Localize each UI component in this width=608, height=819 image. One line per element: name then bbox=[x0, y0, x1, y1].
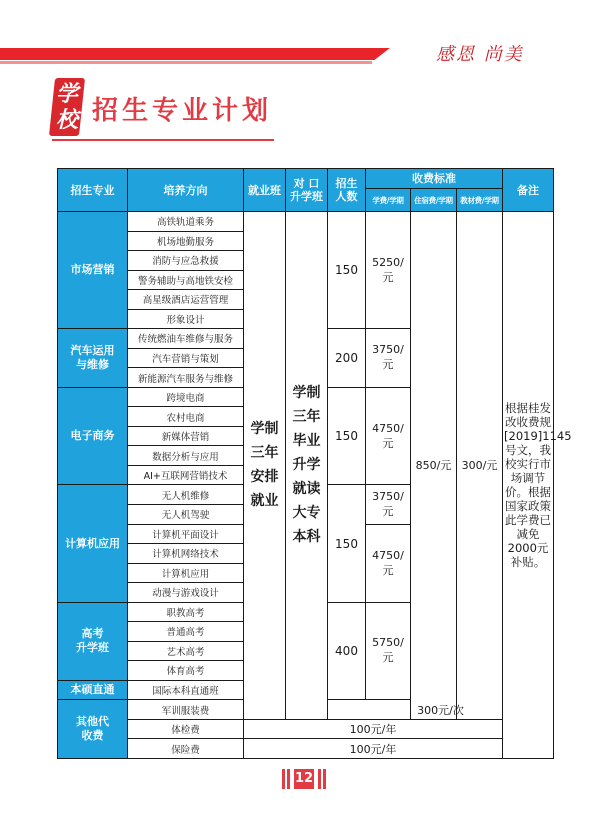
direction-cell: 高星级酒店运营管理 bbox=[128, 290, 244, 310]
other-fee-name: 军训服装费 bbox=[128, 700, 244, 720]
header-employment-class: 就业班 bbox=[244, 169, 286, 212]
direction-cell: 机场地勤服务 bbox=[128, 231, 244, 251]
tuition-cell: 4750/元 bbox=[366, 387, 411, 485]
page-number-bar bbox=[323, 769, 326, 789]
header-accommodation: 住宿费/学期 bbox=[411, 189, 457, 212]
tuition-cell: 3750/元 bbox=[366, 485, 411, 524]
tuition-cell: 3750/元 bbox=[366, 329, 411, 388]
badge-char-1: 学 bbox=[55, 81, 78, 107]
direction-cell: 无人机驾驶 bbox=[128, 504, 244, 524]
direction-cell: 计算机平面设计 bbox=[128, 524, 244, 544]
direction-cell: 数据分析与应用 bbox=[128, 446, 244, 466]
direction-cell: 汽车营销与策划 bbox=[128, 348, 244, 368]
direction-cell: 动漫与游戏设计 bbox=[128, 583, 244, 603]
major-cell: 市场营销 bbox=[58, 212, 128, 329]
enrollment-cell: 150 bbox=[328, 212, 366, 329]
enrollment-cell: 400 bbox=[328, 602, 366, 700]
page-title: 招生专业计划 bbox=[92, 96, 273, 126]
header-direction: 培养方向 bbox=[128, 169, 244, 212]
tuition-cell: 5250/元 bbox=[366, 212, 411, 329]
direction-cell: 消防与应急救援 bbox=[128, 251, 244, 271]
direction-cell: 计算机应用 bbox=[128, 563, 244, 583]
header-tuition: 学费/学期 bbox=[366, 189, 411, 212]
employment-class-cell: 学制 三年 安排 就业 bbox=[244, 212, 286, 720]
header-remarks: 备注 bbox=[503, 169, 554, 212]
enrollment-cell: 150 bbox=[328, 387, 366, 485]
major-cell: 本硕直通 bbox=[58, 680, 128, 700]
direction-cell: AI+互联网营销技术 bbox=[128, 465, 244, 485]
remarks-cell: 根据桂发改收费规[2019]1145号文，我校实行市场调节价。根据国家政策此学费已减免2000元补贴。 bbox=[503, 212, 554, 759]
other-fee-value: 100元/年 bbox=[244, 719, 503, 739]
header-promotion-class: 对 口 升学班 bbox=[286, 169, 328, 212]
title-underline bbox=[52, 139, 274, 141]
textbook-cell: 300/元 bbox=[457, 212, 503, 720]
major-cell: 电子商务 bbox=[58, 387, 128, 485]
page-number-box: 12 bbox=[294, 769, 314, 789]
enrollment-cell: 150 bbox=[328, 485, 366, 602]
direction-cell: 形象设计 bbox=[128, 309, 244, 329]
major-cell: 计算机应用 bbox=[58, 485, 128, 602]
slogan: 感恩 尚美 bbox=[436, 44, 524, 65]
other-fee-name: 保险费 bbox=[128, 739, 244, 759]
school-badge bbox=[52, 78, 82, 136]
direction-cell: 农村电商 bbox=[128, 407, 244, 427]
other-fees-label: 其他代 收费 bbox=[58, 700, 128, 759]
page-number-bar bbox=[282, 769, 285, 789]
direction-cell: 传统燃油车维修与服务 bbox=[128, 329, 244, 349]
direction-cell: 高铁轨道乘务 bbox=[128, 212, 244, 232]
direction-cell: 职教高考 bbox=[128, 602, 244, 622]
direction-cell: 无人机维修 bbox=[128, 485, 244, 505]
direction-cell: 国际本科直通班 bbox=[128, 680, 244, 700]
header-major: 招生专业 bbox=[58, 169, 128, 212]
page-number-bar bbox=[318, 769, 321, 789]
top-red-stripe bbox=[0, 48, 390, 60]
other-fee-value: 300元/次 bbox=[328, 700, 554, 720]
direction-cell: 计算机网络技术 bbox=[128, 544, 244, 564]
header-enrollment: 招生 人数 bbox=[328, 169, 366, 212]
major-cell: 高考 升学班 bbox=[58, 602, 128, 680]
enrollment-cell: 200 bbox=[328, 329, 366, 388]
direction-cell: 艺术高考 bbox=[128, 641, 244, 661]
direction-cell: 警务辅助与高地铁安检 bbox=[128, 270, 244, 290]
header-fee-standard: 收费标准 bbox=[366, 169, 503, 189]
tuition-cell: 4750/元 bbox=[366, 524, 411, 602]
top-red-stripe-shadow bbox=[0, 61, 372, 64]
direction-cell: 新媒体营销 bbox=[128, 426, 244, 446]
page-number bbox=[282, 769, 326, 789]
badge-char-2: 校 bbox=[55, 107, 78, 133]
enrollment-plan-table bbox=[57, 168, 572, 759]
header-textbook: 教材费/学期 bbox=[457, 189, 503, 212]
direction-cell: 跨境电商 bbox=[128, 387, 244, 407]
other-fee-value: 100元/年 bbox=[244, 739, 503, 759]
other-fee-name: 体检费 bbox=[128, 719, 244, 739]
page-number-bar bbox=[287, 769, 290, 789]
direction-cell: 普通高考 bbox=[128, 622, 244, 642]
major-cell: 汽车运用 与维修 bbox=[58, 329, 128, 388]
direction-cell: 体育高考 bbox=[128, 661, 244, 681]
accommodation-cell: 850/元 bbox=[411, 212, 457, 720]
direction-cell: 新能源汽车服务与维修 bbox=[128, 368, 244, 388]
promotion-class-cell: 学制 三年 毕业 升学 就读 大专 本科 bbox=[286, 212, 328, 720]
tuition-cell: 5750/元 bbox=[366, 602, 411, 700]
